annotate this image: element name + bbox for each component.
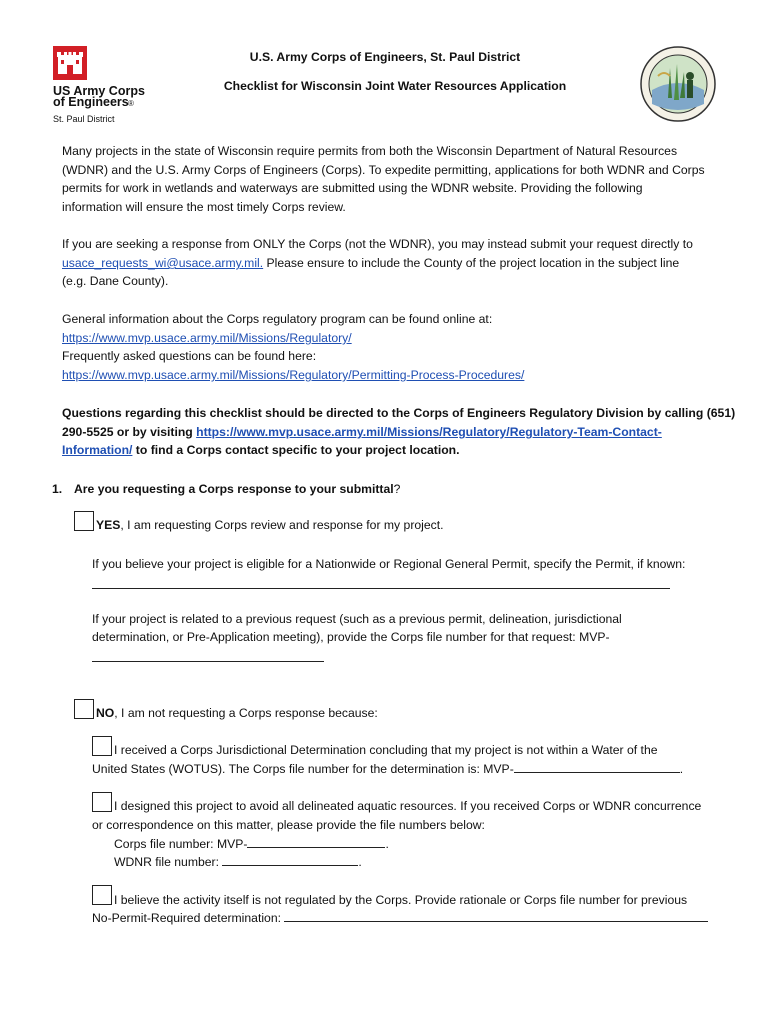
- yes-label-text: , I am requesting Corps review and response for my project.: [120, 518, 444, 532]
- jd-line1: I received a Corps Jurisdictional Determination concluding that my project is not within a Water of the: [114, 743, 658, 757]
- question-label: [74, 480, 400, 499]
- jd-line2: [92, 760, 683, 779]
- corps-file-field[interactable]: [247, 835, 385, 848]
- org-name-line1: US Army Corps: [53, 84, 145, 98]
- questions-line2: [62, 423, 662, 442]
- not-regulated-checkbox[interactable]: [92, 885, 112, 905]
- contact-link[interactable]: https://www.mvp.usace.army.mil/Missions/Regulatory/Regulatory-Team-Contact-: [196, 425, 662, 439]
- registered-mark: ®: [128, 99, 134, 108]
- avoid-checkbox[interactable]: [92, 792, 112, 812]
- corps-file-period: .: [385, 837, 389, 851]
- intro-p1-line3: permits for work in wetlands and waterways are submitted using the WDNR website. Providing the following: [62, 181, 643, 195]
- previous-request-line2: determination, or Pre-Application meeting), provide the Corps file number for that request: MVP-: [92, 630, 610, 644]
- not-regulated-label: No-Permit-Required determination:: [92, 911, 285, 925]
- avoid-line2: or correspondence on this matter, please provide the file numbers below:: [92, 818, 485, 832]
- yes-label-bold: YES: [96, 518, 121, 532]
- previous-file-field[interactable]: [92, 649, 324, 667]
- intro-p1-line1: Many projects in the state of Wisconsin require permits from both the Wisconsin Department of Natural Resources: [62, 144, 678, 158]
- yes-label: [96, 516, 444, 535]
- question-number: 1.: [52, 482, 63, 496]
- corps-email-link[interactable]: usace_requests_wi@usace.army.mil.: [62, 256, 264, 270]
- questions-line2-text: 290-5525 or by visiting: [62, 425, 197, 439]
- nwp-prompt: If you believe your project is eligible for a Nationwide or Regional General Permit, specify the Permit, if known:: [92, 557, 686, 571]
- jd-checkbox[interactable]: [92, 736, 112, 756]
- intro-p2-line2: [62, 254, 679, 273]
- intro-p2-line2-text: Please ensure to include the County of the project location in the subject line: [263, 256, 680, 270]
- no-label-bold: NO: [96, 706, 115, 720]
- not-regulated-line2: [92, 909, 708, 928]
- no-checkbox[interactable]: [74, 699, 94, 719]
- no-label-text: , I am not requesting a Corps response because:: [114, 706, 378, 720]
- questions-line3-text: to find a Corps contact specific to your project location.: [132, 443, 460, 457]
- question-label-text: Are you requesting a Corps response to your submittal: [74, 482, 394, 496]
- intro-p3-line1: General information about the Corps regulatory program can be found online at:: [62, 312, 493, 326]
- questions-line3: [62, 441, 460, 460]
- faq-link[interactable]: https://www.mvp.usace.army.mil/Missions/Regulatory/Permitting-Process-Procedures/: [62, 368, 525, 382]
- wdnr-file-period: .: [358, 855, 362, 869]
- intro-p1-line4: information will ensure the most timely Corps review.: [62, 200, 346, 214]
- no-label: [96, 704, 378, 723]
- question-mark: ?: [393, 482, 401, 496]
- jd-period: .: [679, 762, 684, 776]
- avoid-line1: I designed this project to avoid all delineated aquatic resources. If you received Corps or WDNR concurrence: [114, 799, 702, 813]
- contact-link-cont[interactable]: Information/: [62, 443, 133, 457]
- intro-p3-line3: Frequently asked questions can be found here:: [62, 349, 317, 363]
- document-subtitle: Checklist for Wisconsin Joint Water Resources Application: [223, 79, 567, 93]
- document-title: U.S. Army Corps of Engineers, St. Paul District: [249, 50, 521, 64]
- org-name-line2: of Engineers: [53, 95, 129, 109]
- jd-file-field[interactable]: [514, 760, 680, 773]
- district-seal-icon: [640, 46, 716, 122]
- district-name: St. Paul District: [53, 114, 115, 124]
- not-regulated-line1: I believe the activity itself is not regulated by the Corps. Provide rationale or Corps file number for previous: [114, 893, 688, 907]
- corps-file-label: Corps file number: MVP-: [114, 837, 248, 851]
- wdnr-file-row: [114, 853, 362, 872]
- corps-file-row: [114, 835, 389, 854]
- intro-p2-line3: (e.g. Dane County).: [62, 274, 169, 288]
- intro-p2-line1: If you are seeking a response from ONLY the Corps (not the WDNR), you may instead submit your request directly to: [62, 237, 693, 251]
- previous-request-line1: If your project is related to a previous request (such as a previous permit, delineation, jurisdictional: [92, 612, 622, 626]
- wdnr-file-field[interactable]: [222, 853, 358, 866]
- npr-rationale-field[interactable]: [284, 909, 708, 922]
- jd-line2-text: United States (WOTUS). The Corps file number for the determination is: MVP-: [92, 762, 514, 776]
- regulatory-link[interactable]: https://www.mvp.usace.army.mil/Missions/Regulatory/: [62, 331, 352, 345]
- yes-checkbox[interactable]: [74, 511, 94, 531]
- nwp-field[interactable]: [92, 576, 670, 594]
- wdnr-file-label: WDNR file number:: [114, 855, 223, 869]
- questions-line1: Questions regarding this checklist should be directed to the Corps of Engineers Regulatory Division by calling (651): [62, 406, 736, 420]
- castle-icon: [53, 46, 87, 80]
- intro-p1-line2: (WDNR) and the U.S. Army Corps of Engineers (Corps). To expedite permitting, applications for both WDNR and Corps: [62, 163, 705, 177]
